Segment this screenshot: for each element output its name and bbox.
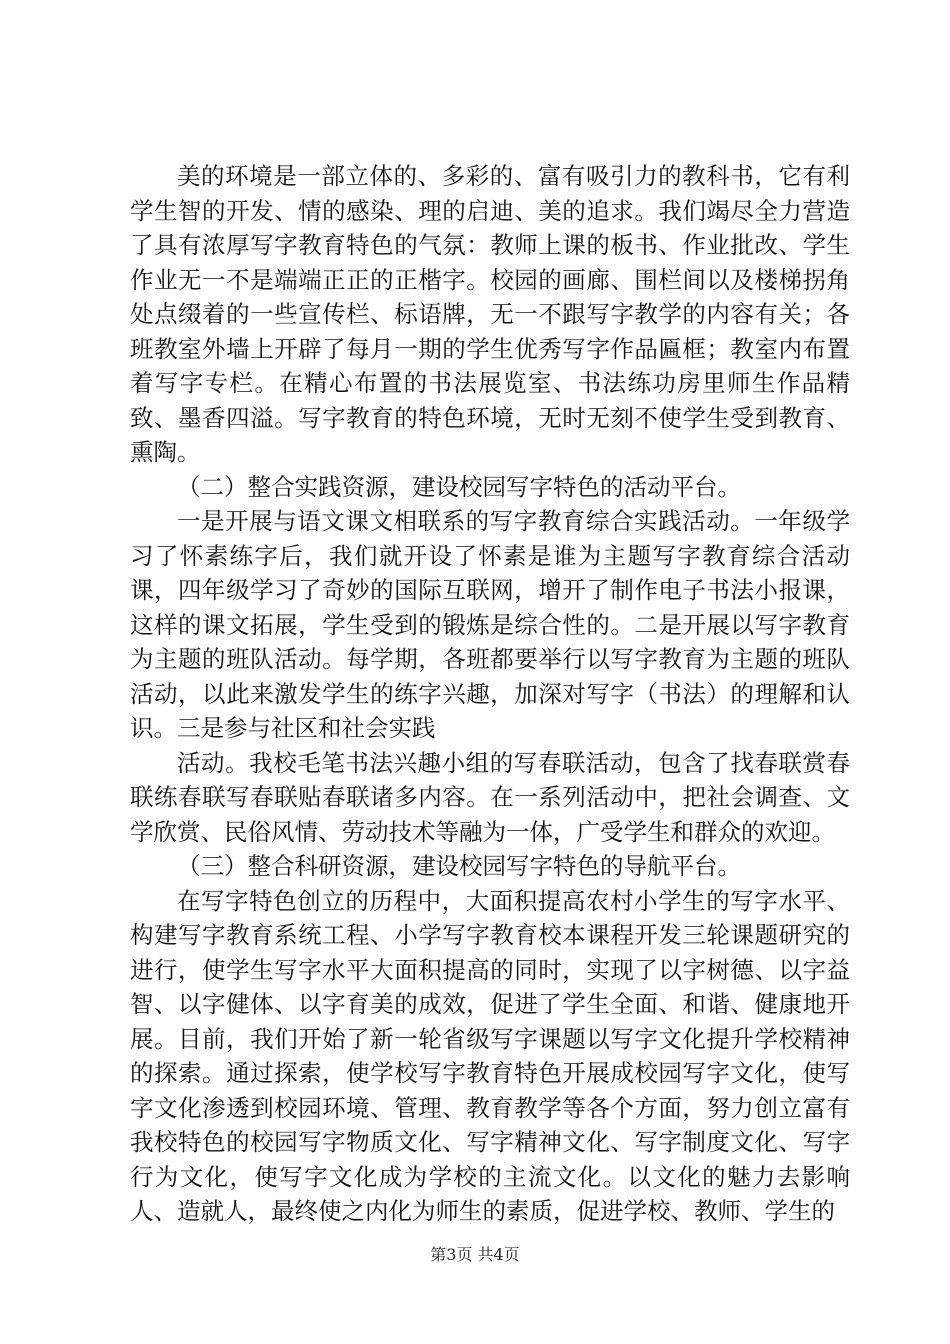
- section-heading-practice: （二）整合实践资源，建设校园写字特色的活动平台。: [177, 472, 741, 501]
- paragraph-calligraphy-group: 活动。我校毛笔书法兴趣小组的写春联活动，包含了找春联赏春联练春联写春联贴春联诸多内容。在一系列活动中，把社会调查、文学欣赏、民俗风情、劳动技术等融为一体，广受学生和群众的欢迎。: [130, 748, 850, 846]
- paragraph-practice-activities: 一是开展与语文课文相联系的写字教育综合实践活动。一年级学习了怀素练字后，我们就开设了怀素是谁为主题写字教育综合活动课，四年级学习了奇妙的国际互联网，增开了制作电子书法小报课，这样的课文拓展，学生受到的锻炼是综合性的。二是开展以写字教育为主题的班队活动。每学期，各班都要举行以写字教育为主题的班队活动，以此来激发学生的练字兴趣，加深对写字（书法）的理解和认识。三是参与社区和社会实践: [130, 507, 850, 742]
- paragraph-research: 在写字特色创立的历程中，大面积提高农村小学生的写字水平、构建写字教育系统工程、小学写字教育校本课程开发三轮课题研究的进行，使学生写字水平大面积提高的同时，实现了以字树德、以字益智、以字健体、以字育美的成效，促进了学生全面、和谐、健康地开展。目前，我们开始了新一轮省级写字课题以写字文化提升学校精神的探索。通过探索，使学校写字教育特色开展成校园写字文化，使写字文化渗透到校园环境、管理、教育教学等各个方面，努力创立富有我校特色的校园写字物质文化、写字精神文化、写字制度文化、写字行为文化，使写字文化成为学校的主流文化。以文化的魅力去影响人、造就人，最终使之内化为师生的素质，促进学校、教师、学生的: [130, 886, 850, 1225]
- paragraph-environment: 美的环境是一部立体的、多彩的、富有吸引力的教科书，它有利学生智的开发、情的感染、理的启迪、美的追求。我们竭尽全力营造了具有浓厚写字教育特色的气氛：教师上课的板书、作业批改、学生作业无一不是端端正正的正楷字。校园的画廊、围栏间以及楼梯拐角处点缀着的一些宣传栏、标语牌，无一不跟写字教学的内容有关；各班教室外墙上开辟了每月一期的学生优秀写字作品匾框；教室内布置着写字专栏。在精心布置的书法展览室、书法练功房里师生作品精致、墨香四溢。写字教育的特色环境，无时无刻不使学生受到教育、熏陶。: [130, 162, 850, 466]
- page-number: 第3页 共4页: [430, 1245, 520, 1264]
- document-body: [130, 159, 850, 1229]
- section-heading-research: （三）整合科研资源，建设校园写字特色的导航平台。: [177, 852, 741, 880]
